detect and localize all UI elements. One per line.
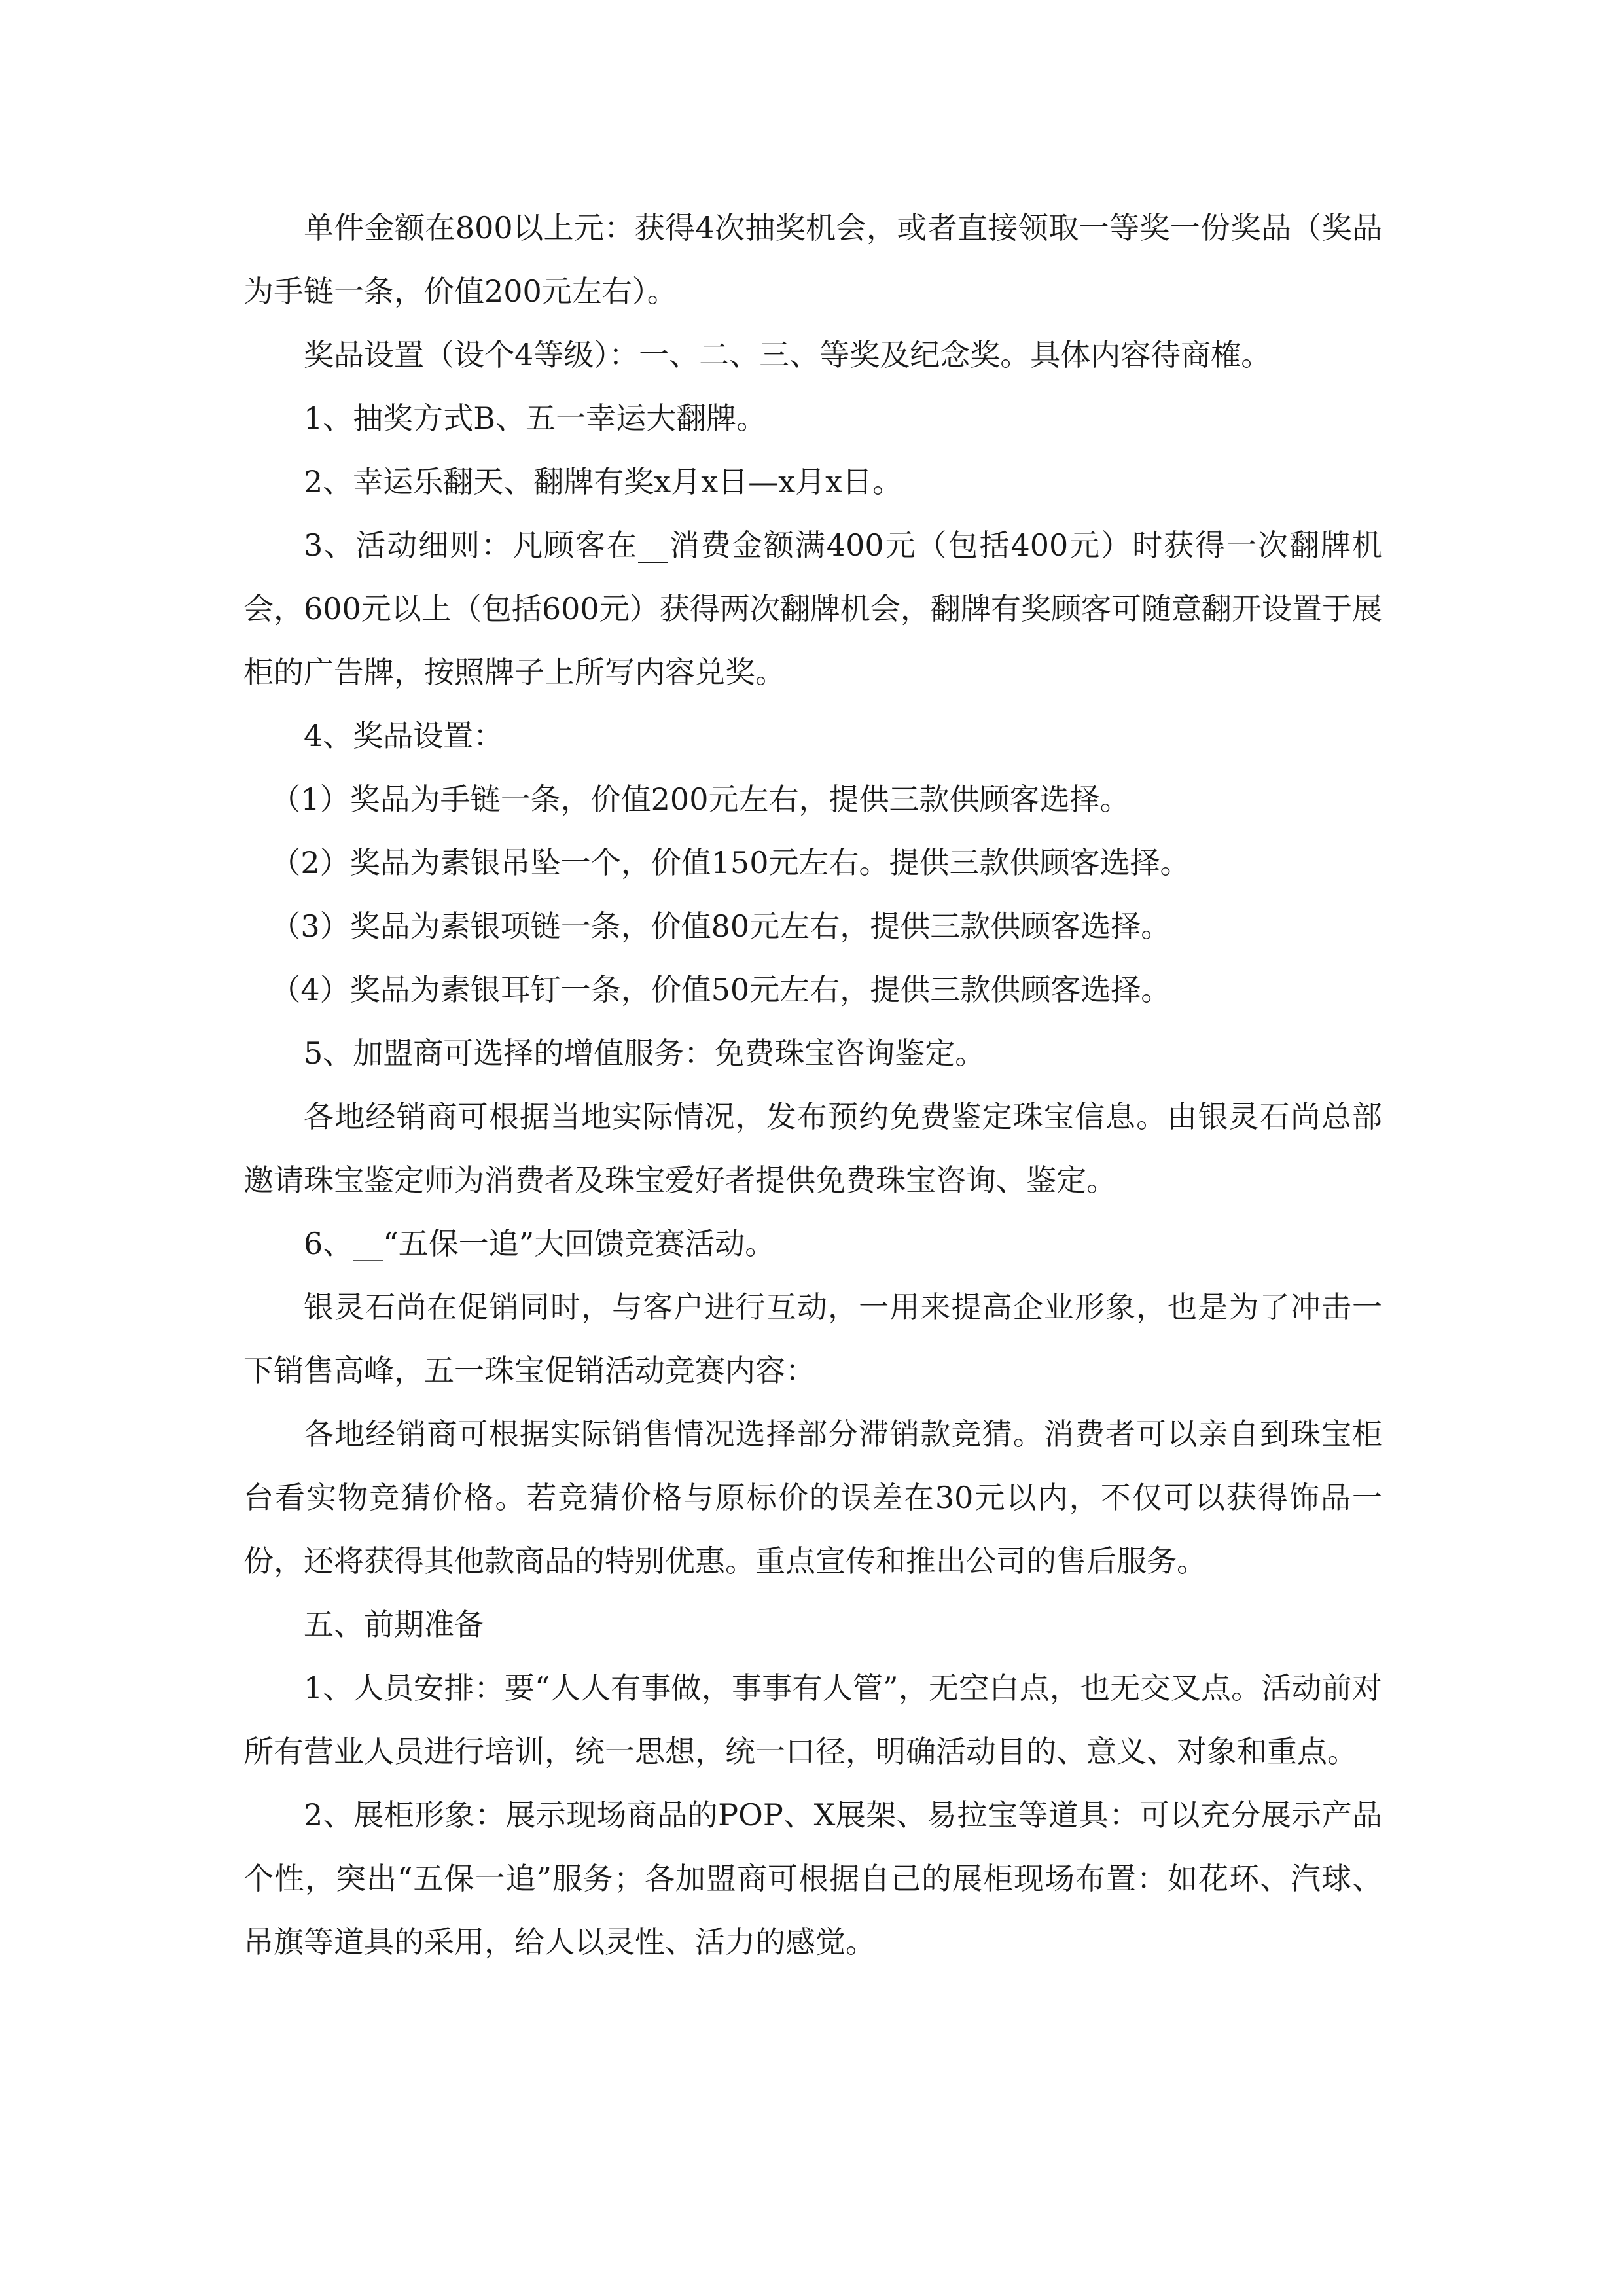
paragraph-value-added-service: 5、加盟商可选择的增值服务：免费珠宝咨询鉴定。 — [304, 1035, 986, 1071]
paragraph-draw-method: 1、抽奖方式B、五一幸运大翻牌。 — [304, 401, 767, 436]
paragraph-display-image: 2、展柜形象：展示现场商品的POP、X展架、易拉宝等道具：可以充分展示产品个性，突出“五保一追”服务；各加盟商可根据自己的展柜现场布置：如花环、汽球、吊旗等道具的采用，给人以灵性、活力的感觉。 — [243, 1797, 1382, 1960]
paragraph-prize-800: 单件金额在800以上元：获得4次抽奖机会，或者直接领取一等奖一份奖品（奖品为手链一条，价值200元左右）。 — [243, 210, 1382, 309]
paragraph-prize-setup-heading: 4、奖品设置： — [304, 718, 504, 753]
paragraph-flip-dates: 2、幸运乐翻天、翻牌有奖x月x日—x月x日。 — [304, 464, 903, 499]
list-item-prize-2: （2）奖品为素银吊坠一个，价值150元左右。提供三款供顾客选择。 — [270, 845, 1190, 880]
paragraph-activity-rules: 3、活动细则：凡顾客在__消费金额满400元（包括400元）时获得一次翻牌机会，600元以上（包括600元）获得两次翻牌机会，翻牌有奖顾客可随意翻开设置于展柜的广告牌，按照牌子上所写内容兑奖。 — [243, 528, 1382, 690]
list-item-prize-4: （4）奖品为素银耳钉一条，价值50元左右，提供三款供顾客选择。 — [270, 972, 1171, 1007]
section-heading-preparation: 五、前期准备 — [304, 1607, 484, 1642]
list-item-prize-1: （1）奖品为手链一条，价值200元左右，提供三款供顾客选择。 — [270, 781, 1130, 817]
paragraph-appraisal-info: 各地经销商可根据当地实际情况，发布预约免费鉴定珠宝信息。由银灵石尚总部邀请珠宝鉴定师为消费者及珠宝爱好者提供免费珠宝咨询、鉴定。 — [243, 1099, 1382, 1198]
paragraph-contest-intro: 银灵石尚在促销同时，与客户进行互动，一用来提高企业形象，也是为了冲击一下销售高峰，五一珠宝促销活动竞赛内容： — [243, 1289, 1382, 1388]
paragraph-prize-levels: 奖品设置（设个4等级）：一、二、三、等奖及纪念奖。具体内容待商榷。 — [304, 337, 1272, 372]
list-item-prize-3: （3）奖品为素银项链一条，价值80元左右，提供三款供顾客选择。 — [270, 908, 1171, 944]
document-body — [243, 196, 1382, 1974]
paragraph-contest-heading: 6、__“五保一追”大回馈竞赛活动。 — [304, 1226, 776, 1261]
paragraph-contest-details: 各地经销商可根据实际销售情况选择部分滞销款竞猜。消费者可以亲自到珠宝柜台看实物竞猜价格。若竞猜价格与原标价的误差在30元以内，不仅可以获得饰品一份，还将获得其他款商品的特别优惠。重点宣传和推出公司的售后服务。 — [243, 1416, 1382, 1579]
paragraph-staffing: 1、人员安排：要“人人有事做，事事有人管”，无空白点，也无交叉点。活动前对所有营业人员进行培训，统一思想，统一口径，明确活动目的、意义、对象和重点。 — [243, 1670, 1382, 1769]
